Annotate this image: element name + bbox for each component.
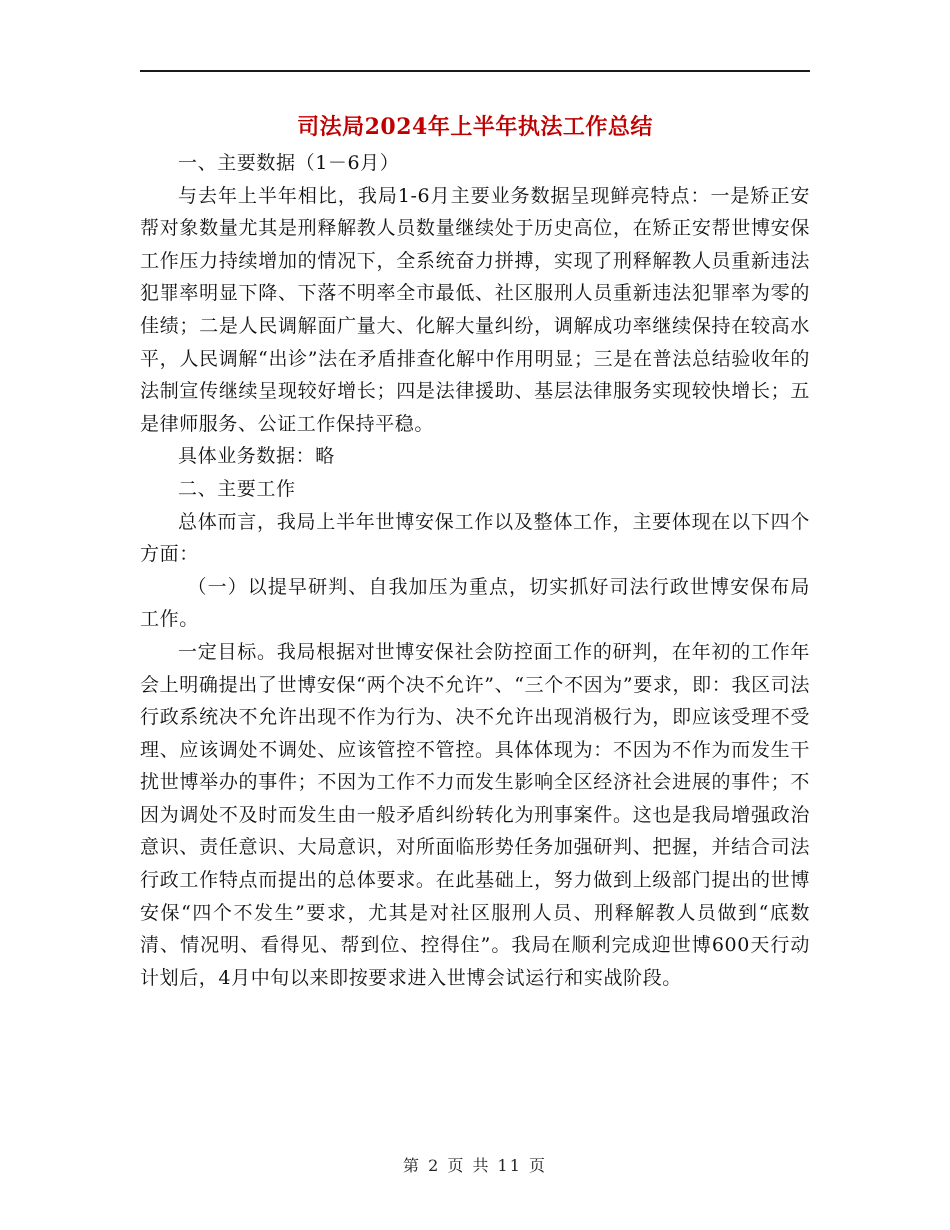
paragraph-overview: 总体而言，我局上半年世博安保工作以及整体工作，主要体现在以下四个方面： [140, 510, 810, 566]
subsection-heading-one: （一）以提早研判、自我加压为重点，切实抓好司法行政世博安保布局工作。 [140, 575, 810, 631]
section-heading-main-work: 二、主要工作 [178, 477, 296, 500]
section-heading-main-data: 一、主要数据（1－6月） [178, 152, 400, 174]
page-number: 第 2 页 共 11 页 [403, 1156, 547, 1175]
paragraph-data-summary: 与去年上半年相比，我局1-6月主要业务数据呈现鲜亮特点：一是矫正安帮对象数量尤其是刑释解教人员数量继续处于历史高位，在矫正安帮世博安保工作压力持续增加的情况下，全系统奋力拼搏，实现了刑释解教人员重新违法犯罪率明显下降、下落不明率全市最低、社区服刑人员重新违法犯罪率为零的佳绩；二是人民调解面广量大、化解大量纠纷，调解成功率继续保持在较高水平，人民调解“出诊”法在矛盾排查化解中作用明显；三是在普法总结验收年的法制宣传继续呈现较好增长；四是法律援助、基层法律服务实现较快增长；五是律师服务、公证工作保持平稳。 [140, 184, 810, 435]
paragraph-specific-data: 具体业务数据：略 [178, 445, 335, 468]
document-title: 司法局2024年上半年执法工作总结 [297, 114, 653, 140]
document-body [140, 147, 810, 994]
paragraph-targets: 一定目标。我局根据对世博安保社会防控面工作的研判，在年初的工作年会上明确提出了世博安保“两个决不允许”、“三个不因为”要求，即：我区司法行政系统决不允许出现不作为行为、决不允许出现消极行为，即应该受理不受理、应该调处不调处、应该管控不管控。具体体现为：不因为不作为而发生干扰世博举办的事件；不因为工作不力而发生影响全区经济社会进展的事件；不因为调处不及时而发生由一般矛盾纠纷转化为刑事案件。这也是我局增强政治意识、责任意识、大局意识，对所面临形势任务加强研判、把握，并结合司法行政工作特点而提出的总体要求。在此基础上，努力做到上级部门提出的世博安保“四个不发生”要求，尤其是对社区服刑人员、刑释解教人员做到“底数清、情况明、看得见、帮到位、控得住”。我局在顺利完成迎世博600天行动计划后，4月中旬以来即按要求进入世博会试运行和实战阶段。 [140, 640, 810, 989]
header-rule [140, 70, 810, 72]
